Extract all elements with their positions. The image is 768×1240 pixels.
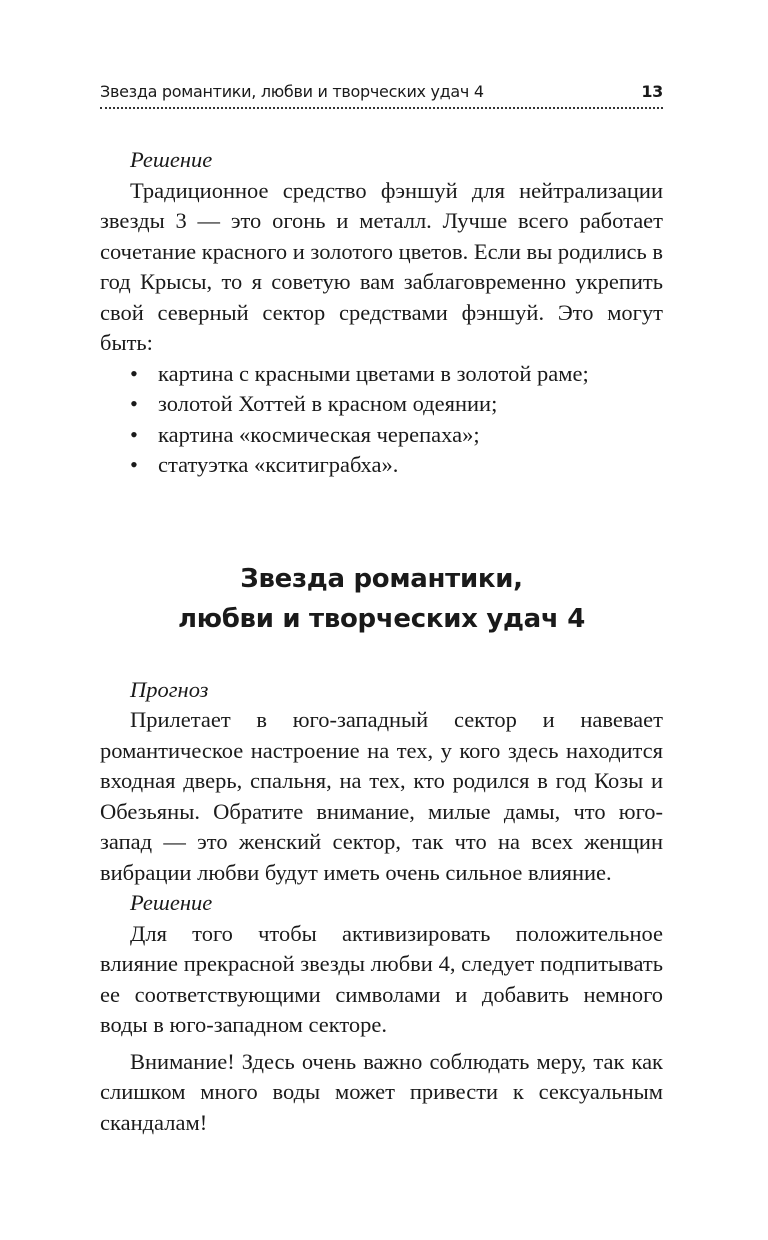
solution-block-star-3	[100, 145, 663, 481]
section-title-line: Звезда романтики,	[240, 563, 523, 594]
running-head-title: Звезда романтики, любви и творческих удач 4	[100, 82, 484, 101]
subheading-forecast: Прогноз	[130, 676, 209, 702]
paragraph: Традиционное средство фэншуй для нейтрализации звезды 3 — это огонь и металл. Лучше всего работает сочетание красного и золотого цветов. Если вы родились в год Крысы, то я советую вам заблаговременно укрепить свой северный сектор средствами фэншуй. Это могут быть:	[100, 177, 663, 355]
page-number: 13	[641, 82, 663, 101]
paragraph: Внимание! Здесь очень важно соблюдать меру, так как слишком много воды может привести к сексуальным скандалам!	[100, 1048, 663, 1135]
list-item: • золотой Хоттей в красном одеянии;	[130, 389, 663, 420]
list-item: • картина с красными цветами в золотой раме;	[130, 359, 663, 390]
running-head	[100, 82, 663, 109]
subheading-solution: Решение	[130, 890, 213, 915]
book-page	[100, 82, 663, 1138]
bullet-list	[100, 359, 663, 481]
paragraph: Для того чтобы активизировать положительное влияние прекрасной звезды любви 4, следует подпитывать ее соответствующими символами и добавить немного воды в юго-западном секторе.	[100, 920, 663, 1037]
section-title	[100, 559, 663, 639]
subheading-solution: Решение	[130, 147, 213, 172]
section-title-line: любви и творческих удач 4	[177, 603, 586, 634]
section-body	[100, 675, 663, 1139]
list-item: • статуэтка «кситиграбха».	[130, 450, 663, 481]
list-item: • картина «космическая черепаха»;	[130, 420, 663, 451]
paragraph: Прилетает в юго-западный сектор и навевает романтическое настроение на тех, у кого здесь находится входная дверь, спальня, на тех, кто родился в год Козы и Обезьяны. Обратите внимание, милые дамы, что юго-запад — это женский сектор, так что на всех женщин вибрации любви будут иметь очень сильное влияние.	[100, 707, 663, 885]
